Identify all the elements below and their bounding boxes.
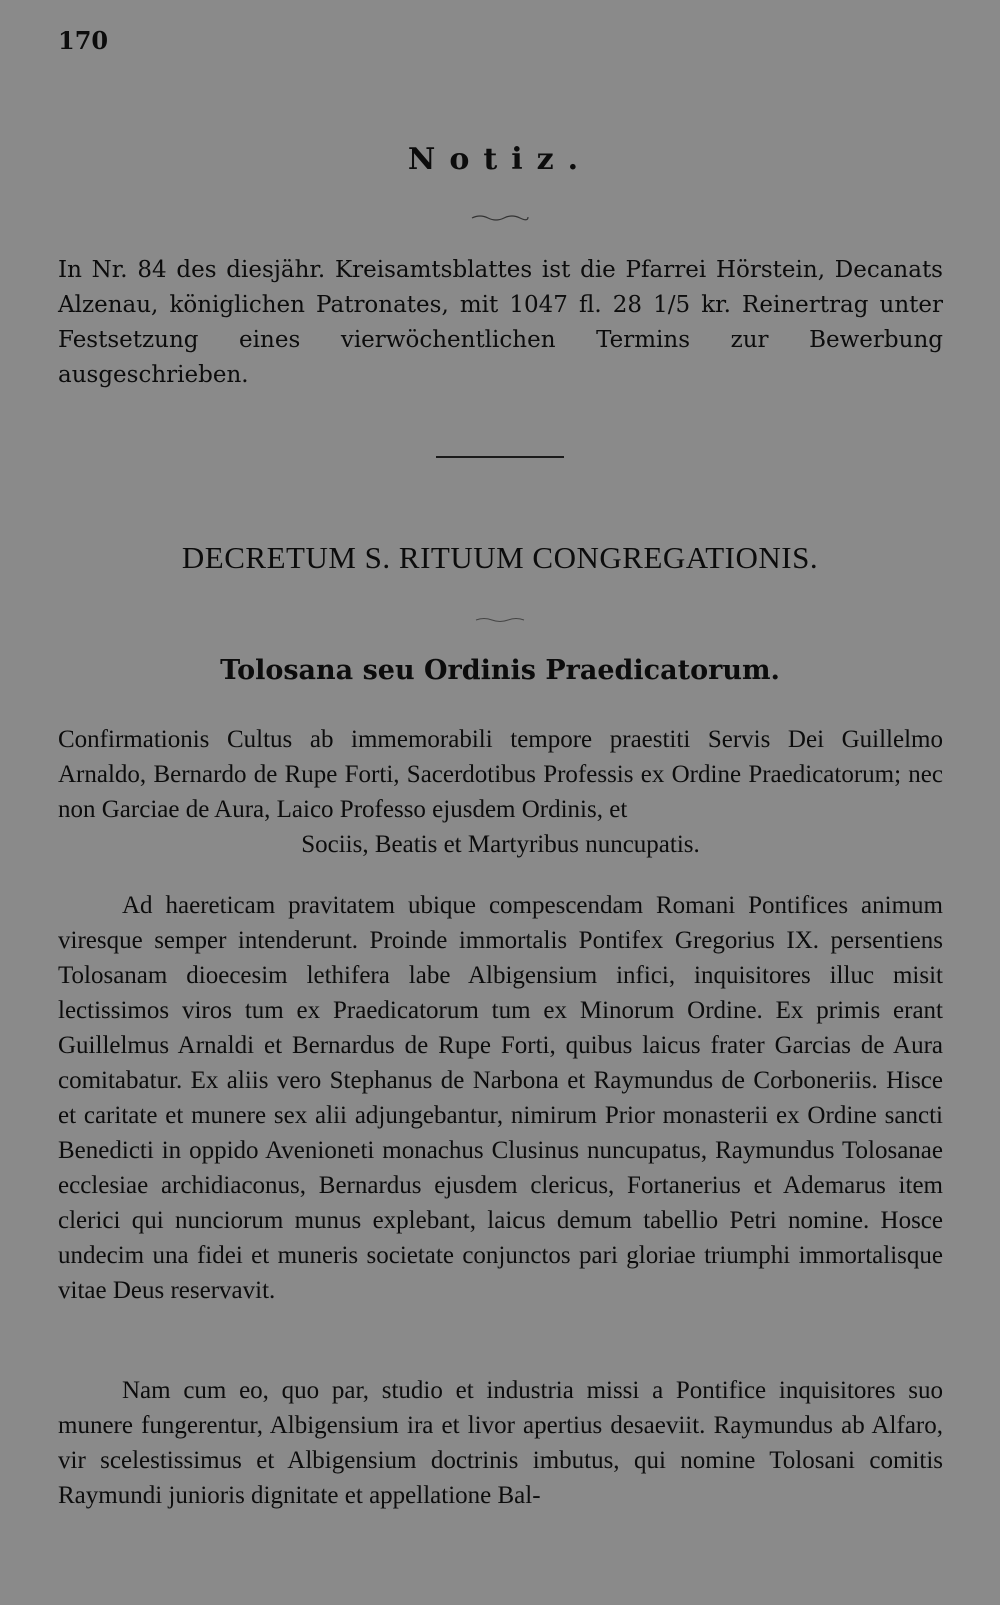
section-divider: [436, 456, 564, 458]
confirmation-main: Confirmationis Cultus ab immemorabili tempore praestiti Servis Dei Guillelmo Arnaldo, Bernardo de Rupe Forti, Sacerdotibus Professis ex Ordine Praedicatorum; nec non Garciae de Aura, Laico Professo ejusdem Ordinis, et: [58, 726, 943, 823]
confirmation-block: [58, 722, 943, 862]
ornament-squiggle-2: [470, 614, 530, 624]
decretum-heading: DECRETUM S. RITUUM CONGREGATIONIS.: [181, 540, 819, 575]
page-number: 170: [58, 26, 109, 55]
paragraph-2: Nam cum eo, quo par, studio et industria missi a Pontifice inquisitores suo munere fungerentur, Albigensium ira et livor apertius desaeviit. Raymundus ab Alfaro, vir scelestissimus et Albigensium doctrinis imbutus, qui nomine Tolosani comitis Raymundi junioris dignitate et appellatione Bal-: [58, 1377, 943, 1509]
ornament-squiggle: [470, 212, 530, 222]
notiz-text: In Nr. 84 des diesjähr. Kreisamtsblattes ist die Pfarrei Hörstein, Decanats Alzenau, königlichen Patronates, mit 1047 fl. 28 1/5 kr. Reinertrag unter Festsetzung eines vierwöchentlichen Termins zur Bewerbung ausgeschrieben.: [58, 257, 943, 388]
paragraph-1: Ad haereticam pravitatem ubique compescendam Romani Pontifices animum viresque semper intenderunt. Proinde immortalis Pontifex Gregorius IX. persentiens Tolosanam dioecesim lethifera labe Albigensium infici, inquisitores illuc misit lectissimos viros tum ex Praedicatorum tum ex Minorum Ordine. Ex primis erant Guillelmus Arnaldi et Bernardus de Rupe Forti, quibus laicus frater Garcias de Aura comitabatur. Ex aliis vero Stephanus de Narbona et Raymundus de Corboneriis. Hisce et caritate et munere sex alii adjungebantur, nimirum Prior monasterii ex Ordine sancti Benedicti in oppido Avenioneti monachus Clusinus nuncupatus, Raymundus Tolosanae ecclesiae archidiaconus, Bernardus ejusdem clericus, Fortanerius et Ademarus item clerici qui nunciorum munus explebant, laicus demum tabellio Petri nomine. Hosce undecim una fidei et muneris societate conjunctos pari gloriae triumphi immortalisque vitae Deus reservavit.: [58, 892, 943, 1304]
decretum-subheading: Tolosana seu Ordinis Praedicatorum.: [220, 655, 780, 686]
notiz-title: Notiz.: [407, 142, 593, 177]
confirmation-last-line: Sociis, Beatis et Martyribus nuncupatis.: [301, 831, 700, 858]
